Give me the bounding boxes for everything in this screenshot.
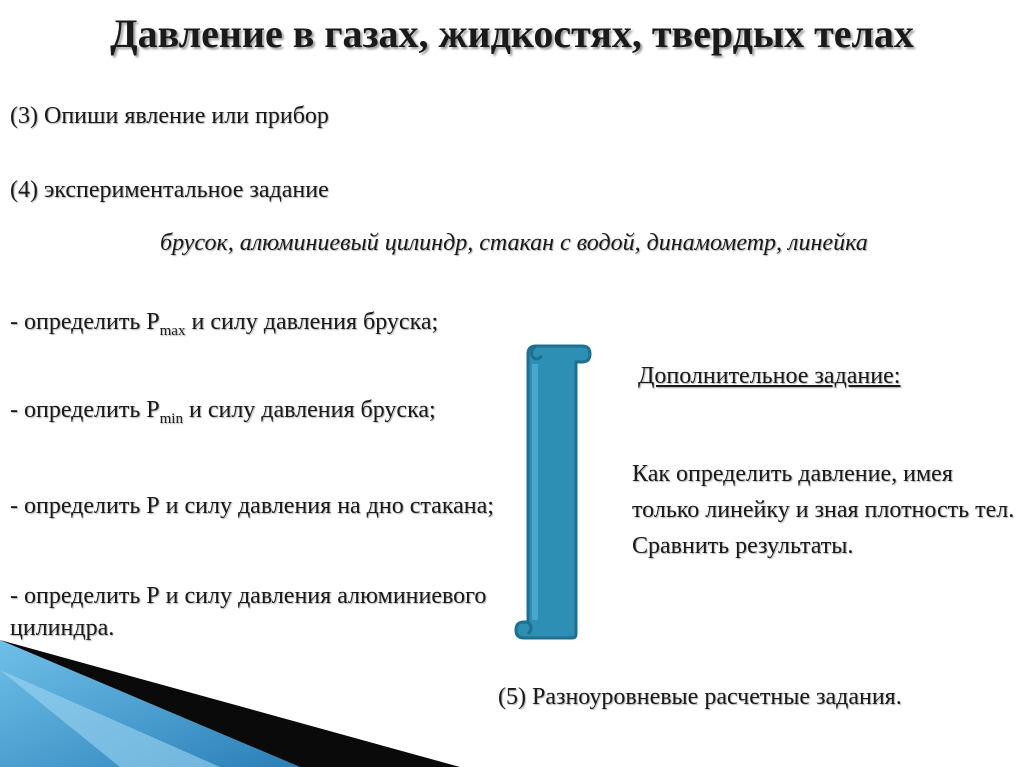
scroll-shape (510, 342, 600, 642)
equipment-list: брусок, алюминиевый цилиндр, стакан с водой, динамометр, линейка (160, 230, 868, 256)
task-subscript: min (159, 410, 183, 427)
task-suffix: и силу давления бруска; (182, 397, 436, 423)
task-cylinder: - определить Р и силу давления алюминиевого цилиндра. (10, 583, 487, 641)
item-5-text: (5) Разноуровневые расчетные задания. (498, 684, 902, 710)
item-3-text: (3) Опиши явление или прибор (10, 103, 329, 129)
task-pmin (10, 394, 500, 435)
item-4-text: (4) экспериментальное задание (10, 177, 329, 203)
task-pmax (10, 306, 500, 347)
task-prefix: - определить P (10, 397, 160, 423)
task-subscript: max (159, 322, 186, 339)
corner-swoosh-decoration (0, 640, 460, 767)
task-prefix: - определить P (10, 309, 160, 335)
extra-task-text: Как определить давление, имея только линейку и зная плотность тел. Сравнить результаты. (632, 461, 1015, 559)
task-glass-bottom: - определить Р и силу давления на дно стакана; (10, 493, 494, 519)
slide-title: Давление в газах, жидкостях, твердых телах (110, 11, 914, 56)
extra-task-heading: Дополнительное задание: (638, 363, 901, 389)
task-suffix: и силу давления бруска; (185, 309, 439, 335)
